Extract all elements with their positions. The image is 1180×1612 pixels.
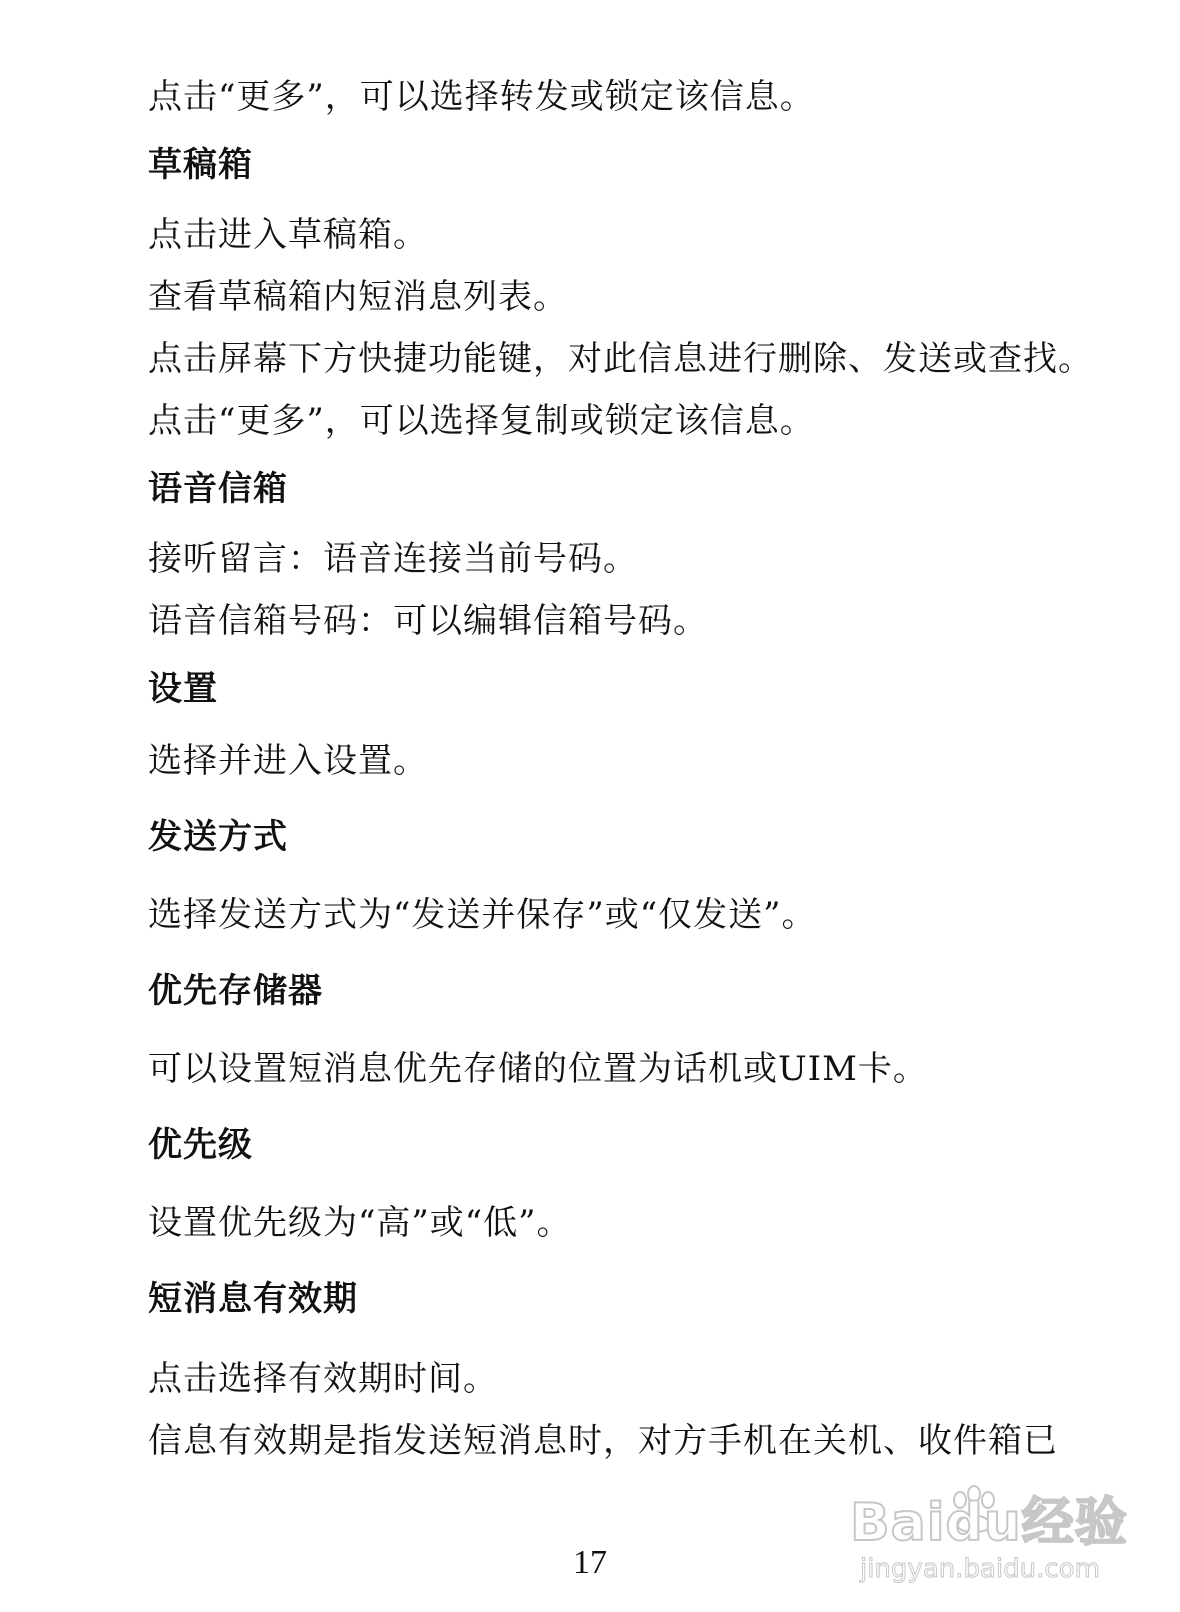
section-heading-validity: 短消息有效期 [148, 1279, 358, 1319]
section-heading-settings: 设置 [148, 669, 218, 709]
watermark-url: jingyan.baidu.com [860, 1554, 1100, 1584]
section-heading-priority: 优先级 [148, 1125, 253, 1165]
section-heading-voicemail: 语音信箱 [148, 469, 288, 509]
paragraph-line: 信息有效期是指发送短消息时，对方手机在关机、收件箱已 [148, 1421, 1058, 1461]
paragraph-line: 接听留言：语音连接当前号码。 [148, 539, 638, 579]
paragraph-line: 点击“更多”，可以选择复制或锁定该信息。 [148, 401, 815, 441]
paragraph-line: 点击屏幕下方快捷功能键，对此信息进行删除、发送或查找。 [148, 339, 1093, 379]
section-heading-preferred-storage: 优先存储器 [148, 971, 323, 1011]
section-heading-send-mode: 发送方式 [148, 817, 288, 857]
paragraph-line: 点击选择有效期时间。 [148, 1359, 498, 1399]
paragraph-line: 查看草稿箱内短消息列表。 [148, 277, 568, 317]
watermark-logo-text: Baidu经验 [850, 1493, 1128, 1553]
paragraph-line: 选择并进入设置。 [148, 741, 428, 781]
paragraph-line: 点击进入草稿箱。 [148, 215, 428, 255]
paragraph-line: 选择发送方式为“发送并保存”或“仅发送”。 [148, 895, 817, 935]
paragraph-line: 点击“更多”，可以选择转发或锁定该信息。 [148, 77, 815, 117]
paragraph-line: 设置优先级为“高”或“低”。 [148, 1203, 572, 1243]
section-heading-drafts: 草稿箱 [148, 145, 253, 185]
paragraph-line: 可以设置短消息优先存储的位置为话机或UIM卡。 [148, 1049, 928, 1089]
page-number: 17 [573, 1544, 607, 1581]
paragraph-line: 语音信箱号码：可以编辑信箱号码。 [148, 601, 708, 641]
baidu-jingyan-watermark [850, 1480, 1140, 1600]
